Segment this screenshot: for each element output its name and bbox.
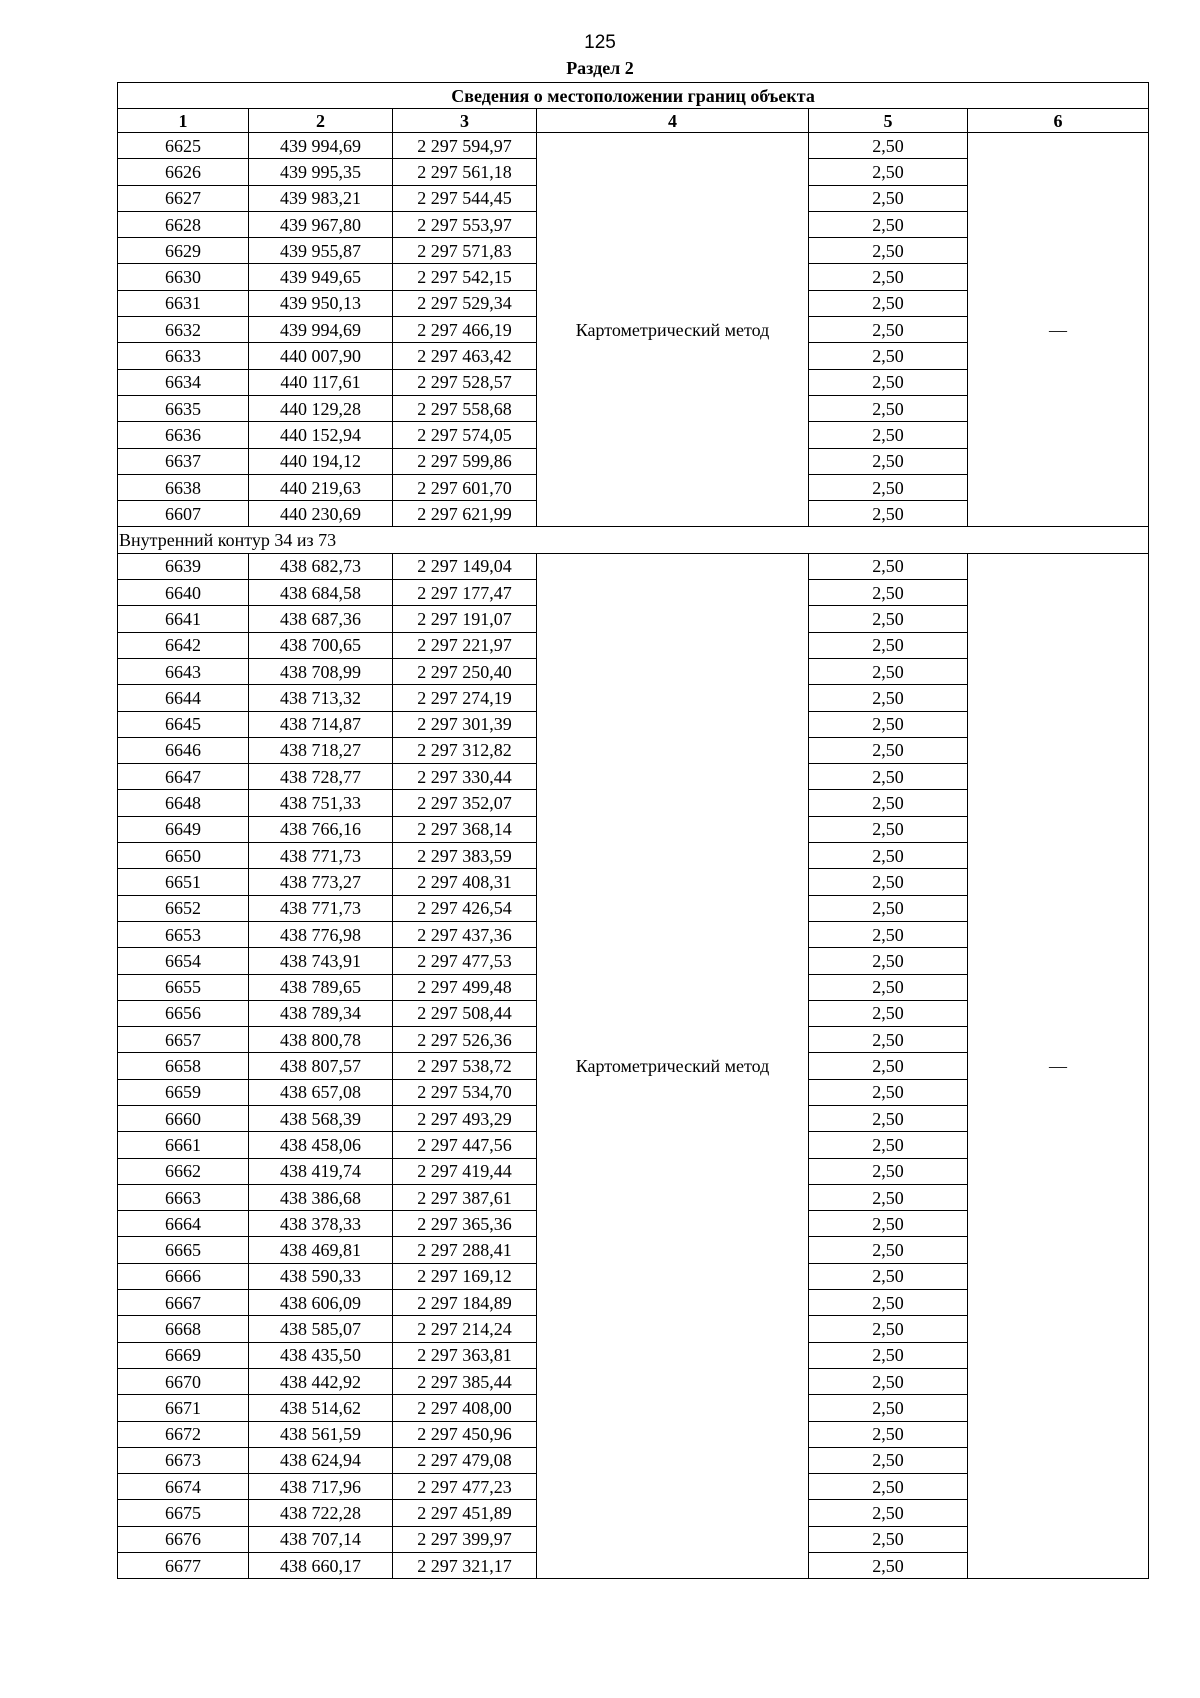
section-title: Раздел 2 [566, 58, 634, 78]
point-number-cell: 6676 [118, 1526, 249, 1552]
x-coordinate-cell: 439 950,13 [249, 290, 393, 316]
point-number-cell: 6626 [118, 159, 249, 185]
accuracy-cell: 2,50 [809, 185, 968, 211]
point-number-cell: 6647 [118, 764, 249, 790]
accuracy-cell: 2,50 [809, 790, 968, 816]
x-coordinate-cell: 440 007,90 [249, 343, 393, 369]
y-coordinate-cell: 2 297 383,59 [393, 843, 537, 869]
accuracy-cell: 2,50 [809, 1237, 968, 1263]
accuracy-cell: 2,50 [809, 711, 968, 737]
table-row [118, 133, 1149, 159]
table-caption: Сведения о местоположении границ объекта [118, 83, 1149, 109]
point-number-cell: 6653 [118, 921, 249, 947]
y-coordinate-cell: 2 297 571,83 [393, 238, 537, 264]
y-coordinate-cell: 2 297 553,97 [393, 211, 537, 237]
x-coordinate-cell: 438 442,92 [249, 1368, 393, 1394]
x-coordinate-cell: 438 660,17 [249, 1553, 393, 1579]
x-coordinate-cell: 438 386,68 [249, 1184, 393, 1210]
accuracy-cell: 2,50 [809, 869, 968, 895]
y-coordinate-cell: 2 297 437,36 [393, 921, 537, 947]
x-coordinate-cell: 438 590,33 [249, 1263, 393, 1289]
point-number-cell: 6658 [118, 1053, 249, 1079]
point-number-cell: 6625 [118, 133, 249, 159]
column-number: 1 [118, 109, 249, 133]
accuracy-cell: 2,50 [809, 764, 968, 790]
x-coordinate-cell: 439 994,69 [249, 133, 393, 159]
y-coordinate-cell: 2 297 594,97 [393, 133, 537, 159]
y-coordinate-cell: 2 297 191,07 [393, 606, 537, 632]
point-number-cell: 6628 [118, 211, 249, 237]
y-coordinate-cell: 2 297 365,36 [393, 1211, 537, 1237]
y-coordinate-cell: 2 297 477,23 [393, 1474, 537, 1500]
accuracy-cell: 2,50 [809, 1526, 968, 1552]
y-coordinate-cell: 2 297 177,47 [393, 580, 537, 606]
x-coordinate-cell: 438 687,36 [249, 606, 393, 632]
x-coordinate-cell: 438 807,57 [249, 1053, 393, 1079]
point-number-cell: 6637 [118, 448, 249, 474]
point-number-cell: 6671 [118, 1395, 249, 1421]
accuracy-cell: 2,50 [809, 1158, 968, 1184]
y-coordinate-cell: 2 297 214,24 [393, 1316, 537, 1342]
accuracy-cell: 2,50 [809, 238, 968, 264]
accuracy-cell: 2,50 [809, 921, 968, 947]
y-coordinate-cell: 2 297 534,70 [393, 1079, 537, 1105]
y-coordinate-cell: 2 297 368,14 [393, 816, 537, 842]
column-number: 4 [537, 109, 809, 133]
y-coordinate-cell: 2 297 451,89 [393, 1500, 537, 1526]
column-number: 2 [249, 109, 393, 133]
point-number-cell: 6654 [118, 948, 249, 974]
x-coordinate-cell: 439 995,35 [249, 159, 393, 185]
y-coordinate-cell: 2 297 477,53 [393, 948, 537, 974]
point-number-cell: 6673 [118, 1447, 249, 1473]
y-coordinate-cell: 2 297 529,34 [393, 290, 537, 316]
point-number-cell: 6655 [118, 974, 249, 1000]
x-coordinate-cell: 438 771,73 [249, 895, 393, 921]
accuracy-cell: 2,50 [809, 343, 968, 369]
y-coordinate-cell: 2 297 274,19 [393, 685, 537, 711]
point-number-cell: 6643 [118, 658, 249, 684]
x-coordinate-cell: 438 713,32 [249, 685, 393, 711]
point-number-cell: 6659 [118, 1079, 249, 1105]
point-number-cell: 6667 [118, 1290, 249, 1316]
accuracy-cell: 2,50 [809, 474, 968, 500]
x-coordinate-cell: 438 435,50 [249, 1342, 393, 1368]
x-coordinate-cell: 438 789,34 [249, 1000, 393, 1026]
point-number-cell: 6630 [118, 264, 249, 290]
y-coordinate-cell: 2 297 419,44 [393, 1158, 537, 1184]
accuracy-cell: 2,50 [809, 1079, 968, 1105]
x-coordinate-cell: 440 117,61 [249, 369, 393, 395]
accuracy-cell: 2,50 [809, 685, 968, 711]
method-cell: Картометрический метод [537, 133, 809, 527]
x-coordinate-cell: 438 585,07 [249, 1316, 393, 1342]
point-number-cell: 6649 [118, 816, 249, 842]
y-coordinate-cell: 2 297 621,99 [393, 501, 537, 527]
accuracy-cell: 2,50 [809, 606, 968, 632]
x-coordinate-cell: 440 194,12 [249, 448, 393, 474]
x-coordinate-cell: 438 773,27 [249, 869, 393, 895]
x-coordinate-cell: 439 983,21 [249, 185, 393, 211]
accuracy-cell: 2,50 [809, 290, 968, 316]
column-number: 6 [968, 109, 1149, 133]
y-coordinate-cell: 2 297 542,15 [393, 264, 537, 290]
accuracy-cell: 2,50 [809, 501, 968, 527]
accuracy-cell: 2,50 [809, 264, 968, 290]
column-number: 5 [809, 109, 968, 133]
y-coordinate-cell: 2 297 538,72 [393, 1053, 537, 1079]
x-coordinate-cell: 439 994,69 [249, 317, 393, 343]
accuracy-cell: 2,50 [809, 1447, 968, 1473]
point-number-cell: 6644 [118, 685, 249, 711]
point-number-cell: 6675 [118, 1500, 249, 1526]
accuracy-cell: 2,50 [809, 737, 968, 763]
y-coordinate-cell: 2 297 352,07 [393, 790, 537, 816]
x-coordinate-cell: 438 708,99 [249, 658, 393, 684]
y-coordinate-cell: 2 297 184,89 [393, 1290, 537, 1316]
y-coordinate-cell: 2 297 526,36 [393, 1027, 537, 1053]
accuracy-cell: 2,50 [809, 422, 968, 448]
x-coordinate-cell: 440 230,69 [249, 501, 393, 527]
accuracy-cell: 2,50 [809, 159, 968, 185]
point-number-cell: 6664 [118, 1211, 249, 1237]
x-coordinate-cell: 438 751,33 [249, 790, 393, 816]
accuracy-cell: 2,50 [809, 448, 968, 474]
accuracy-cell: 2,50 [809, 1000, 968, 1026]
point-number-cell: 6669 [118, 1342, 249, 1368]
accuracy-cell: 2,50 [809, 133, 968, 159]
y-coordinate-cell: 2 297 250,40 [393, 658, 537, 684]
accuracy-cell: 2,50 [809, 1474, 968, 1500]
y-coordinate-cell: 2 297 408,00 [393, 1395, 537, 1421]
y-coordinate-cell: 2 297 330,44 [393, 764, 537, 790]
x-coordinate-cell: 438 717,96 [249, 1474, 393, 1500]
x-coordinate-cell: 438 789,65 [249, 974, 393, 1000]
y-coordinate-cell: 2 297 558,68 [393, 395, 537, 421]
x-coordinate-cell: 438 718,27 [249, 737, 393, 763]
point-number-cell: 6650 [118, 843, 249, 869]
point-number-cell: 6645 [118, 711, 249, 737]
page-number: 125 [584, 32, 616, 53]
x-coordinate-cell: 439 955,87 [249, 238, 393, 264]
y-coordinate-cell: 2 297 312,82 [393, 737, 537, 763]
x-coordinate-cell: 438 606,09 [249, 1290, 393, 1316]
point-number-cell: 6638 [118, 474, 249, 500]
y-coordinate-cell: 2 297 301,39 [393, 711, 537, 737]
accuracy-cell: 2,50 [809, 632, 968, 658]
point-number-cell: 6633 [118, 343, 249, 369]
point-number-cell: 6651 [118, 869, 249, 895]
point-number-cell: 6631 [118, 290, 249, 316]
point-number-cell: 6627 [118, 185, 249, 211]
y-coordinate-cell: 2 297 288,41 [393, 1237, 537, 1263]
accuracy-cell: 2,50 [809, 395, 968, 421]
accuracy-cell: 2,50 [809, 658, 968, 684]
point-number-cell: 6652 [118, 895, 249, 921]
x-coordinate-cell: 438 714,87 [249, 711, 393, 737]
column-number: 3 [393, 109, 537, 133]
point-number-cell: 6670 [118, 1368, 249, 1394]
column-6-cell: — [968, 133, 1149, 527]
point-number-cell: 6663 [118, 1184, 249, 1210]
x-coordinate-cell: 438 469,81 [249, 1237, 393, 1263]
x-coordinate-cell: 438 728,77 [249, 764, 393, 790]
y-coordinate-cell: 2 297 363,81 [393, 1342, 537, 1368]
column-6-cell: — [968, 553, 1149, 1579]
accuracy-cell: 2,50 [809, 317, 968, 343]
y-coordinate-cell: 2 297 528,57 [393, 369, 537, 395]
x-coordinate-cell: 438 682,73 [249, 553, 393, 579]
x-coordinate-cell: 438 743,91 [249, 948, 393, 974]
point-number-cell: 6635 [118, 395, 249, 421]
accuracy-cell: 2,50 [809, 369, 968, 395]
x-coordinate-cell: 438 419,74 [249, 1158, 393, 1184]
contour-title: Внутренний контур 34 из 73 [118, 527, 1149, 553]
table-caption-row [118, 83, 1149, 109]
accuracy-cell: 2,50 [809, 1553, 968, 1579]
point-number-cell: 6662 [118, 1158, 249, 1184]
point-number-cell: 6657 [118, 1027, 249, 1053]
point-number-cell: 6674 [118, 1474, 249, 1500]
point-number-cell: 6661 [118, 1132, 249, 1158]
point-number-cell: 6648 [118, 790, 249, 816]
point-number-cell: 6640 [118, 580, 249, 606]
y-coordinate-cell: 2 297 426,54 [393, 895, 537, 921]
accuracy-cell: 2,50 [809, 1316, 968, 1342]
y-coordinate-cell: 2 297 544,45 [393, 185, 537, 211]
contour-title-row [118, 527, 1149, 553]
accuracy-cell: 2,50 [809, 1342, 968, 1368]
y-coordinate-cell: 2 297 479,08 [393, 1447, 537, 1473]
accuracy-cell: 2,50 [809, 816, 968, 842]
accuracy-cell: 2,50 [809, 974, 968, 1000]
x-coordinate-cell: 438 458,06 [249, 1132, 393, 1158]
point-number-cell: 6629 [118, 238, 249, 264]
accuracy-cell: 2,50 [809, 1184, 968, 1210]
x-coordinate-cell: 438 700,65 [249, 632, 393, 658]
x-coordinate-cell: 438 378,33 [249, 1211, 393, 1237]
x-coordinate-cell: 438 800,78 [249, 1027, 393, 1053]
point-number-cell: 6634 [118, 369, 249, 395]
x-coordinate-cell: 438 771,73 [249, 843, 393, 869]
y-coordinate-cell: 2 297 221,97 [393, 632, 537, 658]
point-number-cell: 6660 [118, 1105, 249, 1131]
x-coordinate-cell: 438 568,39 [249, 1105, 393, 1131]
point-number-cell: 6656 [118, 1000, 249, 1026]
y-coordinate-cell: 2 297 508,44 [393, 1000, 537, 1026]
point-number-cell: 6668 [118, 1316, 249, 1342]
accuracy-cell: 2,50 [809, 211, 968, 237]
point-number-cell: 6639 [118, 553, 249, 579]
point-number-cell: 6636 [118, 422, 249, 448]
y-coordinate-cell: 2 297 466,19 [393, 317, 537, 343]
x-coordinate-cell: 439 949,65 [249, 264, 393, 290]
y-coordinate-cell: 2 297 149,04 [393, 553, 537, 579]
point-number-cell: 6646 [118, 737, 249, 763]
table-row [118, 553, 1149, 579]
boundary-coordinates-table [117, 82, 1149, 1579]
point-number-cell: 6677 [118, 1553, 249, 1579]
accuracy-cell: 2,50 [809, 553, 968, 579]
accuracy-cell: 2,50 [809, 948, 968, 974]
y-coordinate-cell: 2 297 321,17 [393, 1553, 537, 1579]
accuracy-cell: 2,50 [809, 1105, 968, 1131]
y-coordinate-cell: 2 297 169,12 [393, 1263, 537, 1289]
x-coordinate-cell: 438 657,08 [249, 1079, 393, 1105]
y-coordinate-cell: 2 297 385,44 [393, 1368, 537, 1394]
method-cell: Картометрический метод [537, 553, 809, 1579]
accuracy-cell: 2,50 [809, 580, 968, 606]
point-number-cell: 6642 [118, 632, 249, 658]
x-coordinate-cell: 438 561,59 [249, 1421, 393, 1447]
point-number-cell: 6666 [118, 1263, 249, 1289]
y-coordinate-cell: 2 297 599,86 [393, 448, 537, 474]
y-coordinate-cell: 2 297 447,56 [393, 1132, 537, 1158]
x-coordinate-cell: 439 967,80 [249, 211, 393, 237]
accuracy-cell: 2,50 [809, 1500, 968, 1526]
accuracy-cell: 2,50 [809, 1053, 968, 1079]
x-coordinate-cell: 440 219,63 [249, 474, 393, 500]
y-coordinate-cell: 2 297 463,42 [393, 343, 537, 369]
point-number-cell: 6641 [118, 606, 249, 632]
accuracy-cell: 2,50 [809, 1290, 968, 1316]
point-number-cell: 6672 [118, 1421, 249, 1447]
x-coordinate-cell: 438 766,16 [249, 816, 393, 842]
point-number-cell: 6607 [118, 501, 249, 527]
y-coordinate-cell: 2 297 574,05 [393, 422, 537, 448]
y-coordinate-cell: 2 297 493,29 [393, 1105, 537, 1131]
x-coordinate-cell: 440 129,28 [249, 395, 393, 421]
accuracy-cell: 2,50 [809, 1368, 968, 1394]
accuracy-cell: 2,50 [809, 1395, 968, 1421]
accuracy-cell: 2,50 [809, 1211, 968, 1237]
x-coordinate-cell: 438 514,62 [249, 1395, 393, 1421]
x-coordinate-cell: 438 776,98 [249, 921, 393, 947]
y-coordinate-cell: 2 297 408,31 [393, 869, 537, 895]
x-coordinate-cell: 438 624,94 [249, 1447, 393, 1473]
accuracy-cell: 2,50 [809, 1132, 968, 1158]
y-coordinate-cell: 2 297 561,18 [393, 159, 537, 185]
y-coordinate-cell: 2 297 399,97 [393, 1526, 537, 1552]
point-number-cell: 6632 [118, 317, 249, 343]
accuracy-cell: 2,50 [809, 843, 968, 869]
x-coordinate-cell: 438 684,58 [249, 580, 393, 606]
x-coordinate-cell: 438 707,14 [249, 1526, 393, 1552]
x-coordinate-cell: 440 152,94 [249, 422, 393, 448]
accuracy-cell: 2,50 [809, 1421, 968, 1447]
accuracy-cell: 2,50 [809, 1027, 968, 1053]
column-number-row [118, 109, 1149, 133]
y-coordinate-cell: 2 297 601,70 [393, 474, 537, 500]
x-coordinate-cell: 438 722,28 [249, 1500, 393, 1526]
accuracy-cell: 2,50 [809, 1263, 968, 1289]
y-coordinate-cell: 2 297 499,48 [393, 974, 537, 1000]
accuracy-cell: 2,50 [809, 895, 968, 921]
y-coordinate-cell: 2 297 450,96 [393, 1421, 537, 1447]
point-number-cell: 6665 [118, 1237, 249, 1263]
y-coordinate-cell: 2 297 387,61 [393, 1184, 537, 1210]
